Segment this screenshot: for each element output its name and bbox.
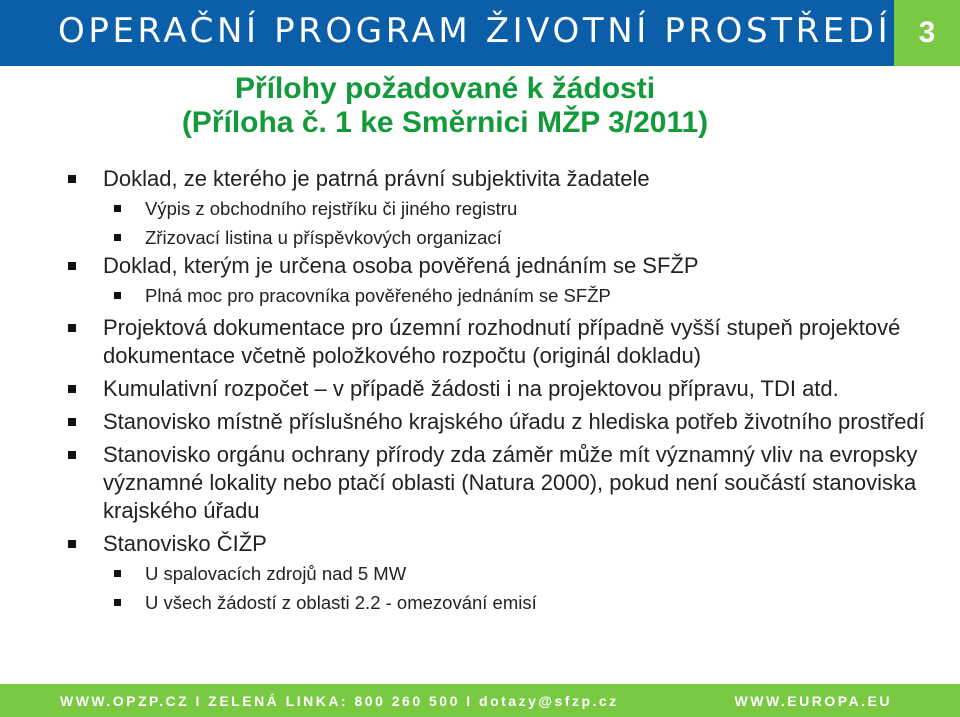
sub-list-item bbox=[66, 223, 926, 252]
square-bullet-icon bbox=[68, 451, 76, 459]
square-bullet-icon bbox=[68, 262, 76, 270]
sub-list-item bbox=[66, 194, 926, 223]
footer-bar bbox=[0, 684, 960, 717]
sub-list-item bbox=[66, 588, 926, 617]
header-bar bbox=[0, 0, 960, 66]
list-item-text: Stanovisko ČIŽP bbox=[103, 531, 267, 556]
sub-list-item bbox=[66, 559, 926, 588]
list-item-text: Projektová dokumentace pro územní rozhodnutí případně vyšší stupeň projektové dokumentace včetně položkového rozpočtu (originál dokladu) bbox=[103, 315, 901, 368]
sub-list-item-text: Zřizovací listina u příspěvkových organizací bbox=[145, 227, 502, 248]
list-item-text: Doklad, kterým je určena osoba pověřená jednáním se SFŽP bbox=[103, 253, 699, 278]
sub-list-item-text: Plná moc pro pracovníka pověřeného jednáním se SFŽP bbox=[145, 285, 611, 306]
sub-list-item bbox=[66, 281, 926, 310]
sub-list-item-text: U všech žádostí z oblasti 2.2 - omezování emisí bbox=[145, 592, 537, 613]
list-item-text: Kumulativní rozpočet – v případě žádosti i na projektovou přípravu, TDI atd. bbox=[103, 376, 839, 401]
square-bullet-icon bbox=[68, 540, 76, 548]
square-bullet-icon bbox=[68, 418, 76, 426]
page-number-badge: 3 bbox=[894, 0, 960, 66]
list-item bbox=[66, 408, 926, 436]
list-item bbox=[66, 252, 926, 280]
sub-list-item-text: U spalovacích zdrojů nad 5 MW bbox=[145, 563, 407, 584]
slide-title-line1: Přílohy požadované k žádosti bbox=[234, 72, 656, 105]
square-bullet-icon bbox=[68, 175, 76, 183]
list-item-text: Doklad, ze kterého je patrná právní subjektivita žadatele bbox=[103, 166, 650, 191]
square-bullet-icon bbox=[68, 385, 76, 393]
list-item bbox=[66, 441, 926, 525]
list-item-text: Stanovisko orgánu ochrany přírody zda záměr může mít významný vliv na evropsky významné lokality nebo ptačí oblasti (Natura 2000), pokud není součástí stanoviska krajského úřadu bbox=[103, 442, 918, 523]
list-item bbox=[66, 314, 926, 370]
square-bullet-icon bbox=[114, 205, 121, 212]
sub-list-item-text: Výpis z obchodního rejstříku či jiného registru bbox=[145, 198, 518, 219]
program-title: OPERAČNÍ PROGRAM ŽIVOTNÍ PROSTŘEDÍ bbox=[58, 11, 892, 51]
footer-europa-link[interactable]: WWW.EUROPA.EU bbox=[734, 693, 892, 709]
list-item bbox=[66, 530, 926, 558]
list-item bbox=[66, 165, 926, 193]
square-bullet-icon bbox=[114, 570, 121, 577]
list-item-text: Stanovisko místně příslušného krajského úřadu z hlediska potřeb životního prostředí bbox=[103, 409, 925, 434]
bullet-list bbox=[66, 165, 926, 617]
square-bullet-icon bbox=[114, 234, 121, 241]
square-bullet-icon bbox=[114, 599, 121, 606]
footer-contact-text: WWW.OPZP.CZ I ZELENÁ LINKA: 800 260 500 I dotazy@sfzp.cz bbox=[60, 693, 619, 709]
square-bullet-icon bbox=[68, 324, 76, 332]
slide-title-line2: (Příloha č. 1 ke Směrnici MŽP 3/2011) bbox=[181, 106, 709, 139]
slide-title bbox=[0, 72, 890, 140]
square-bullet-icon bbox=[114, 292, 121, 299]
list-item bbox=[66, 375, 926, 403]
